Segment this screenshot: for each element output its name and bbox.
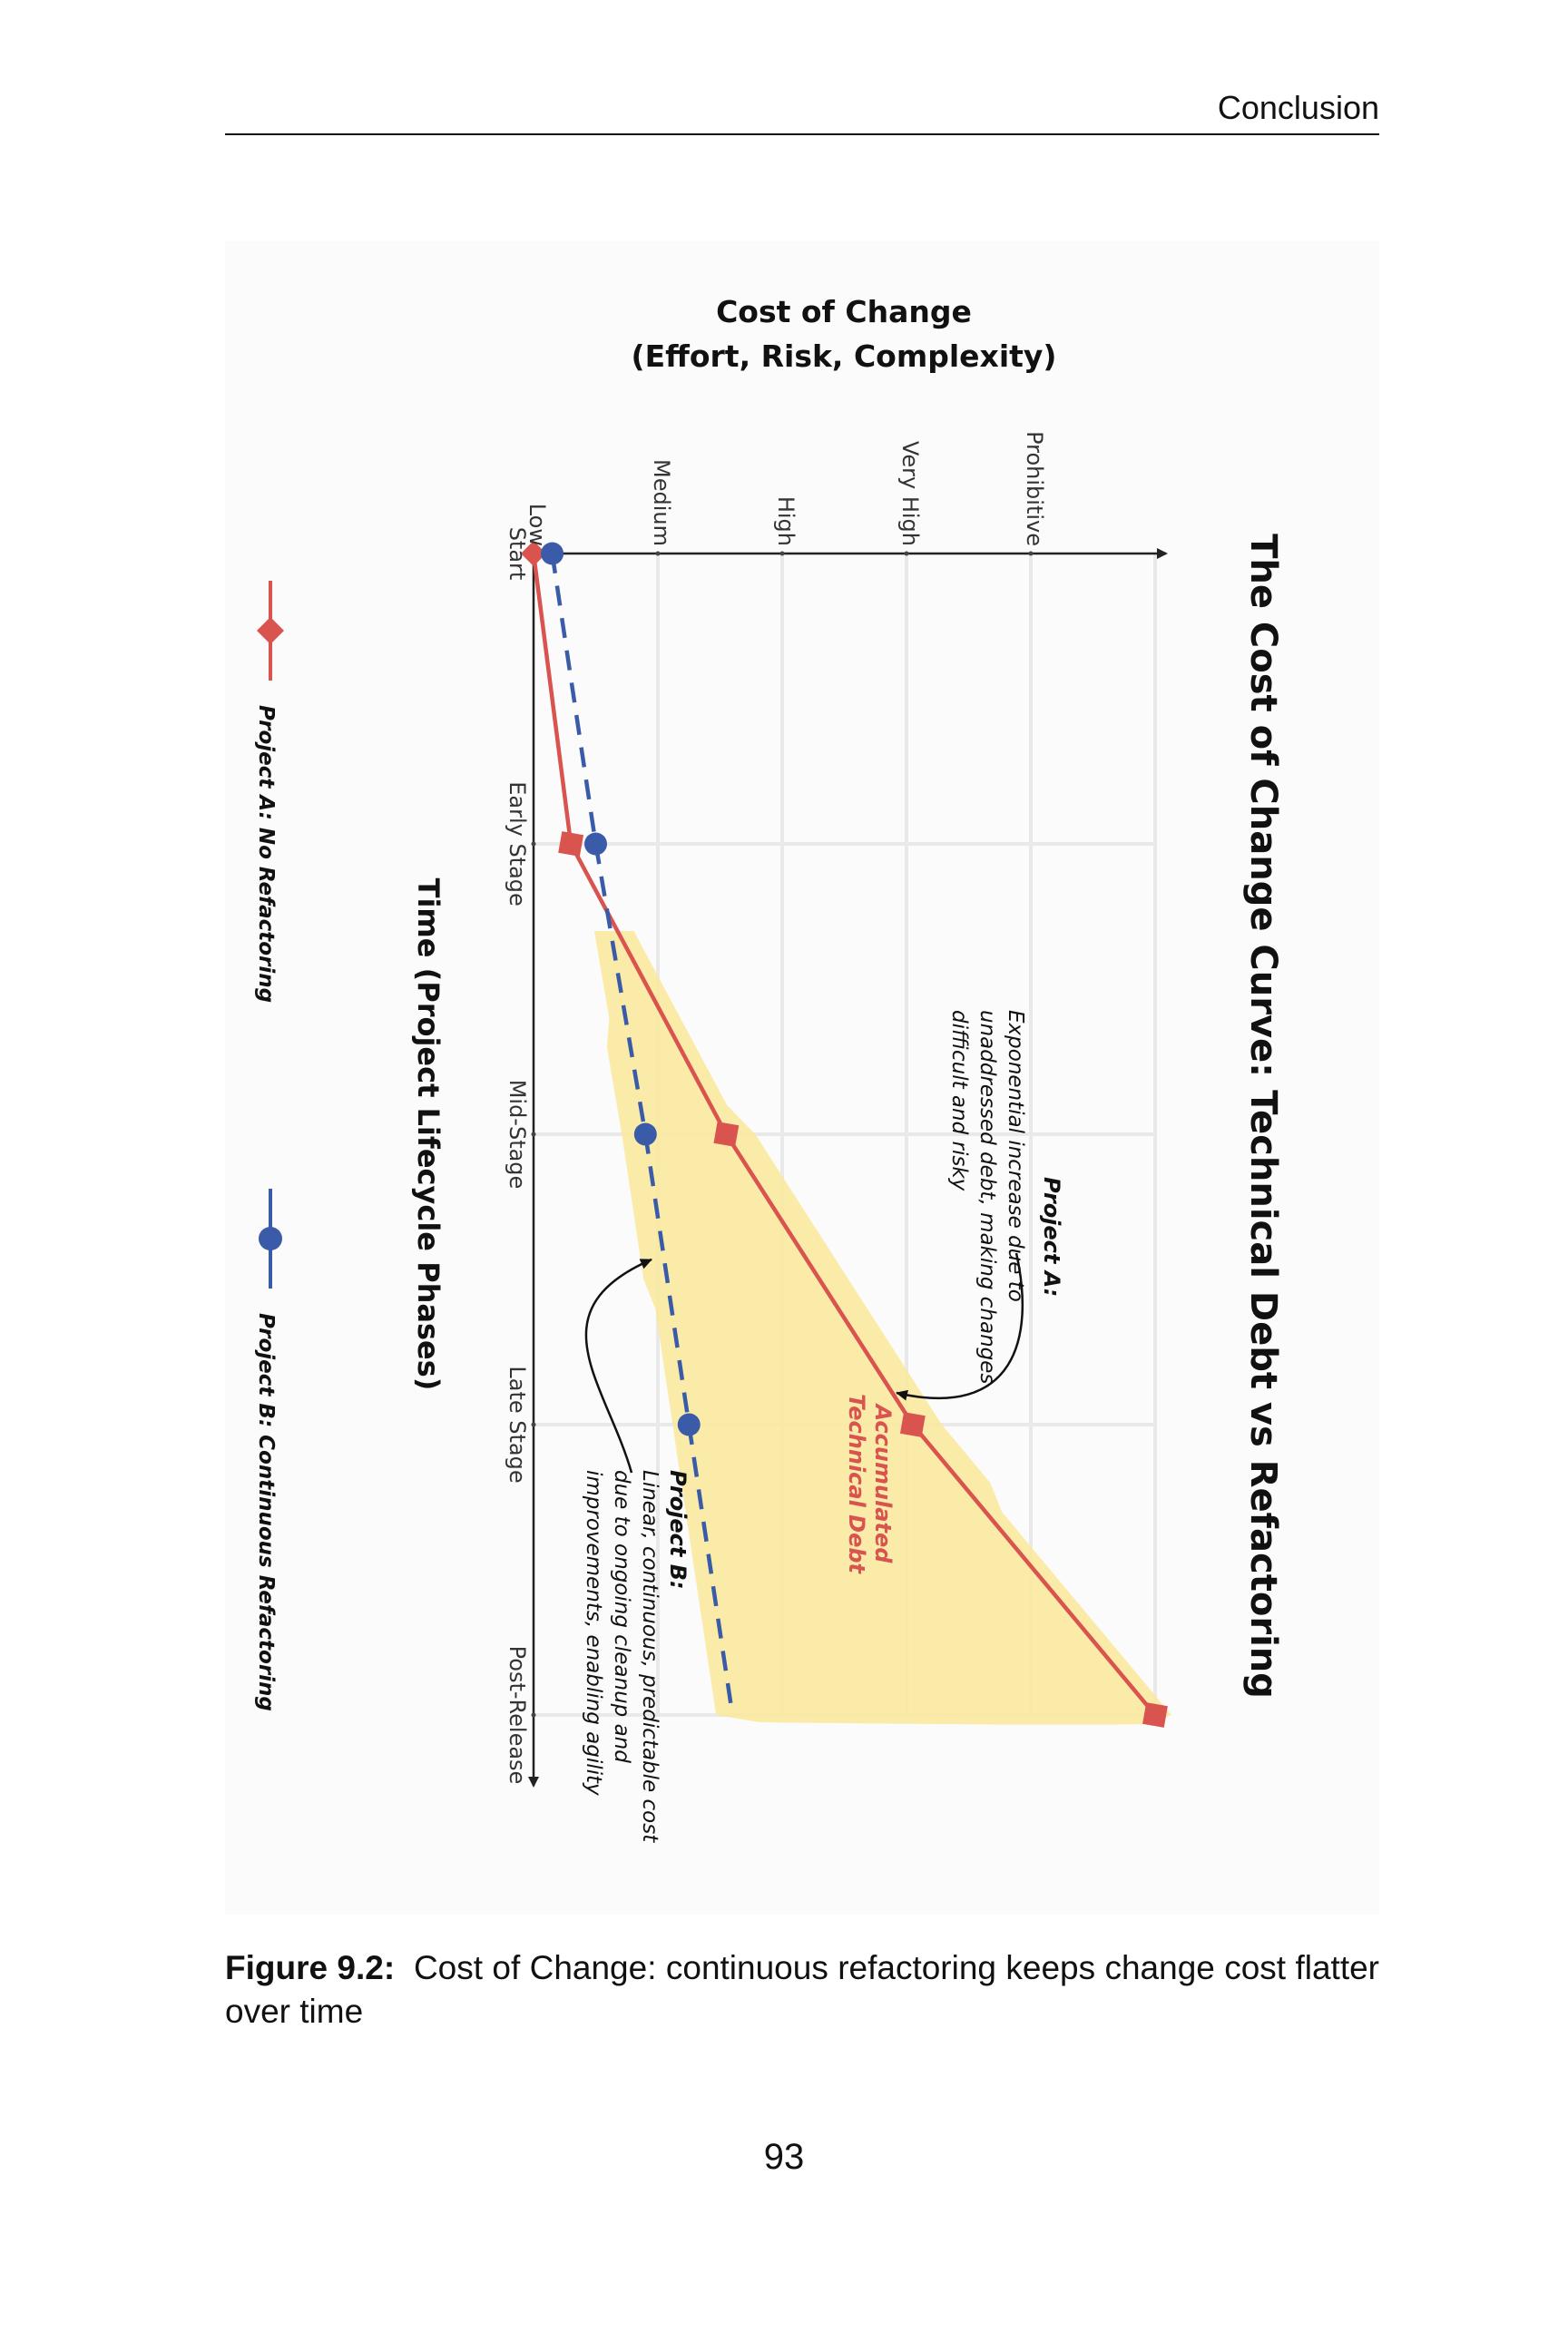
legend-marker (259, 1227, 282, 1250)
debt-label-line2: Technical Debt (844, 1393, 869, 1574)
cost-tick (905, 552, 909, 556)
annotation-b-arrow (586, 1259, 652, 1473)
series-b-marker (584, 833, 607, 856)
caption-text: Cost of Change: continuous refactoring keeps change cost flatter over time (225, 1949, 1379, 2030)
legend (254, 581, 284, 1711)
page-number: 93 (763, 2137, 805, 2177)
header-rule (225, 133, 1379, 135)
annotation-b-line: Linear, continuous, predictable cost (638, 1470, 662, 1843)
cost-tick-label: Prohibitive (1022, 431, 1047, 546)
cost-tick-label: Very High (897, 440, 923, 546)
time-tick (532, 1132, 536, 1137)
cost-tick-label: Low (524, 503, 550, 546)
cost-tick (656, 552, 661, 556)
caption-label: Figure 9.2: (225, 1949, 396, 1986)
cost-tick-label: High (773, 495, 799, 546)
time-tick-label: Late Stage (505, 1366, 530, 1484)
series-b-marker (678, 1414, 701, 1436)
annotation-a-title: Project A: (1039, 1177, 1064, 1298)
cost-axis-title-line1: Cost of Change (716, 294, 972, 329)
debt-label-line1: Accumulated (870, 1404, 896, 1563)
figure-caption (225, 1946, 1379, 2034)
time-tick (532, 1423, 536, 1427)
series-a-marker (900, 1412, 926, 1437)
time-tick (532, 1713, 536, 1718)
time-tick-label: Early Stage (505, 781, 530, 906)
series-a-marker (558, 831, 583, 857)
legend-label: Project A: No Refactoring (254, 705, 278, 1004)
annotation-b-title: Project B: (665, 1470, 691, 1590)
time-tick-label: Post-Release (505, 1645, 530, 1785)
legend-label: Project B: Continuous Refactoring (254, 1313, 278, 1711)
chart-title: The Cost of Change Curve: Technical Debt vs Refactoring (1242, 534, 1284, 1699)
series-a-marker (713, 1122, 739, 1147)
time-tick-label: Start (505, 526, 530, 581)
annotation-a-line: unaddressed debt, making changes (975, 1010, 999, 1385)
series-a-marker (1142, 1702, 1168, 1728)
running-header: Conclusion (1217, 89, 1379, 126)
annotation-b-line: improvements, enabling agility (582, 1470, 605, 1796)
cost-tick-label: Medium (649, 459, 674, 546)
cost-axis-title-line2: (Effort, Risk, Complexity) (631, 338, 1057, 374)
cost-of-change-chart (225, 240, 1379, 1915)
legend-marker (257, 617, 284, 644)
series-b-marker (634, 1123, 657, 1146)
time-tick-label: Mid-Stage (505, 1079, 530, 1190)
cost-tick (1029, 552, 1034, 556)
annotation-a-line: Exponential increase due to (1004, 1010, 1027, 1302)
time-tick (532, 842, 536, 847)
time-axis-title: Time (Project Lifecycle Phases) (411, 877, 446, 1391)
annotation-b-line: due to ongoing cleanup and (610, 1470, 633, 1763)
annotation-a-line: difficult and risky (947, 1010, 971, 1191)
cost-tick (780, 552, 785, 556)
figure-panel (225, 240, 1379, 1915)
